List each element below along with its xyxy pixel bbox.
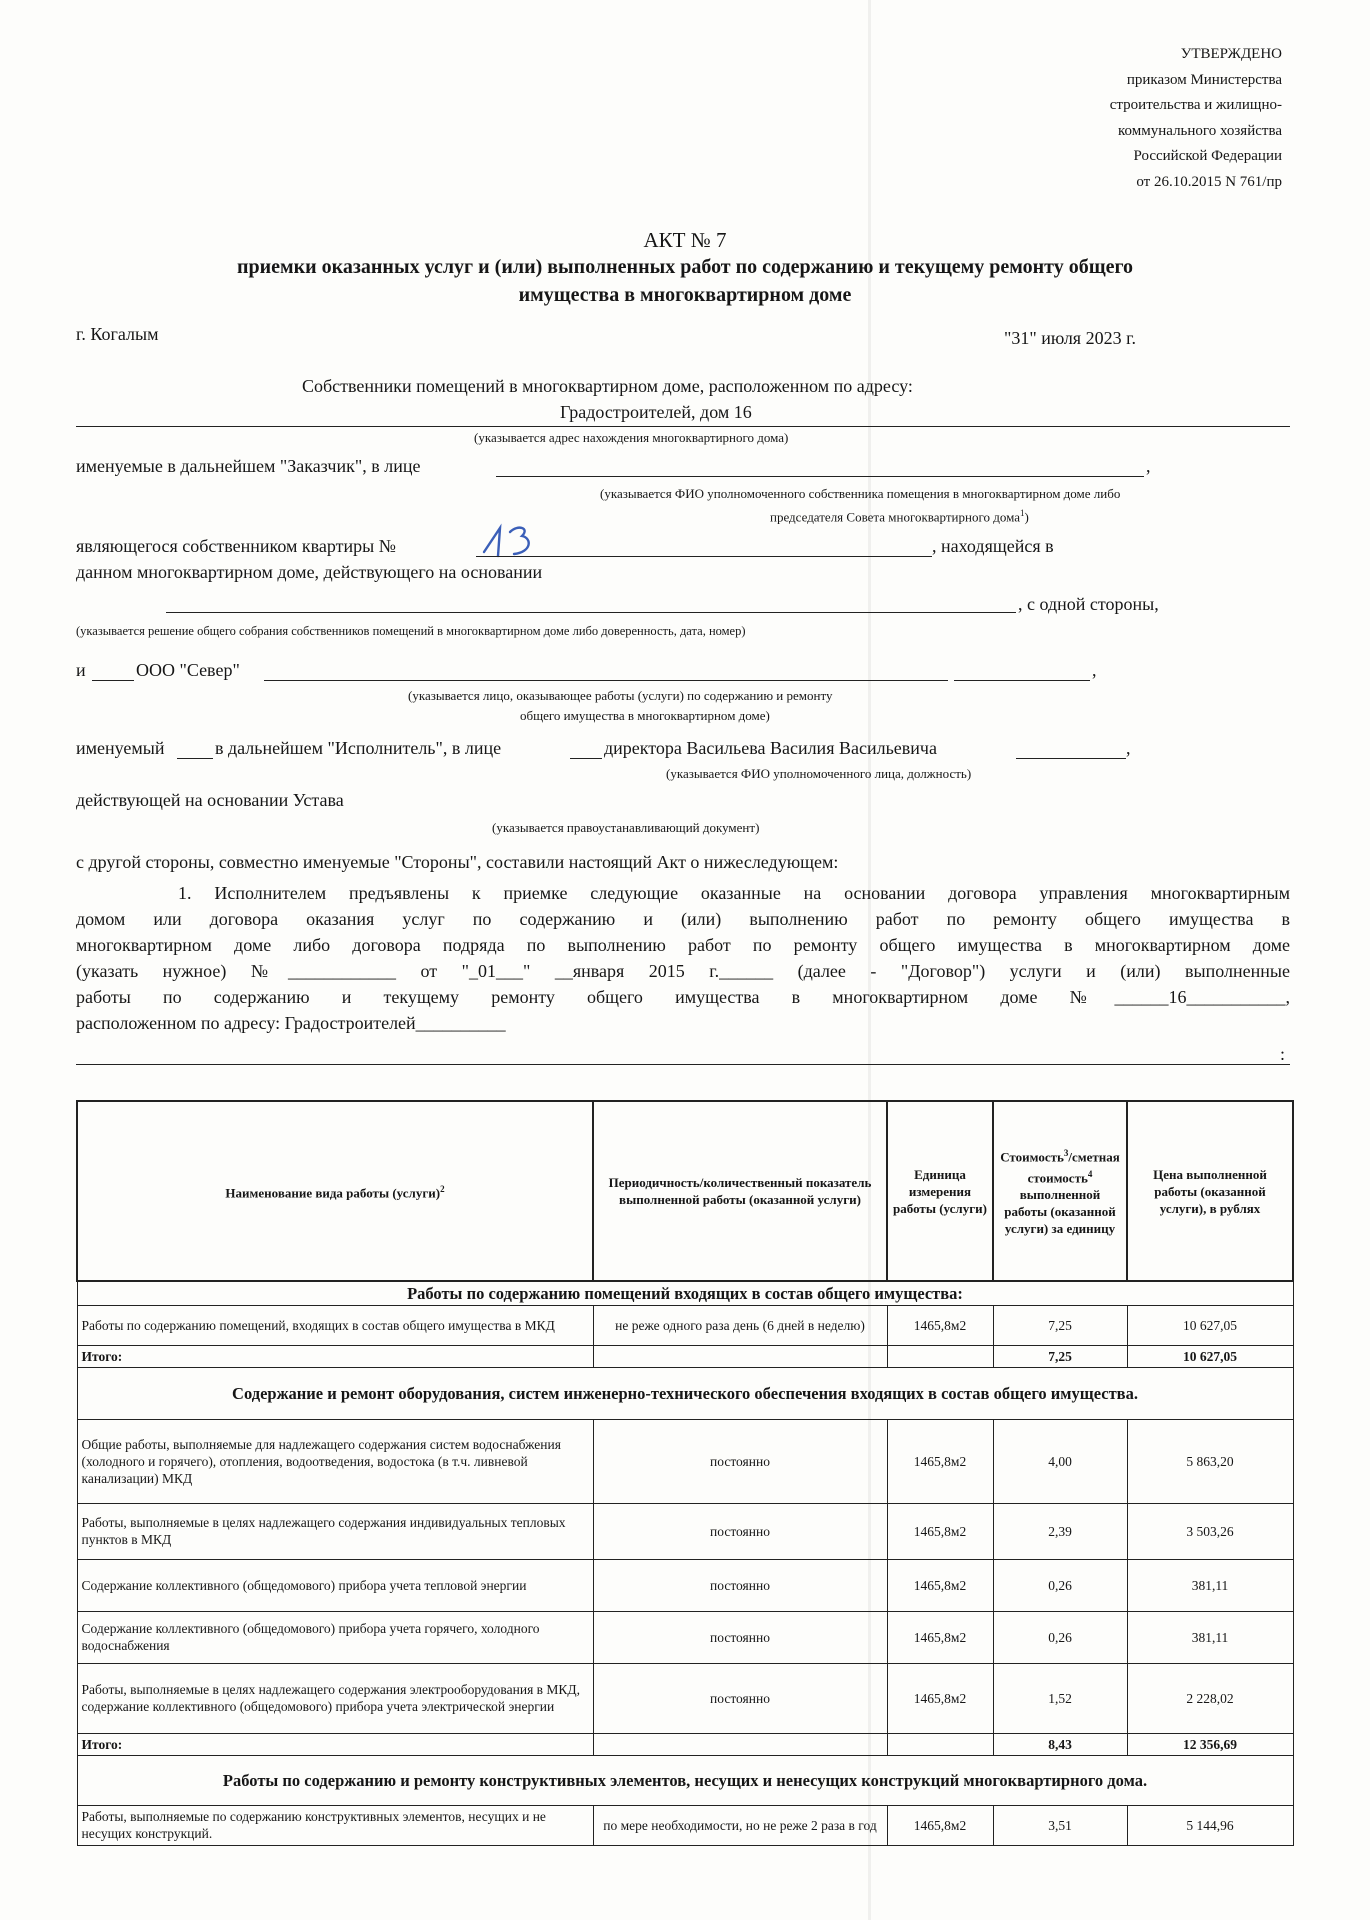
row-name: Работы по содержанию помещений, входящих в состав общего имущества в МКД — [77, 1305, 593, 1345]
row-cost: 3,51 — [993, 1805, 1127, 1845]
clause-line: 1. Исполнителем предъявлены к приемке следующие оказанные на основании договора управления многоквартирным — [178, 883, 1290, 903]
owner-apartment-suffix: , находящейся в — [932, 536, 1054, 556]
approved-line: приказом Министерства — [1126, 71, 1282, 88]
customer-hint: (указывается ФИО уполномоченного собственника помещения в многоквартирном доме либо — [600, 486, 1121, 501]
total-row — [77, 1345, 1293, 1367]
row-name: Работы, выполняемые по содержанию конструктивных элементов, несущих и не несущих конструкций. — [77, 1805, 593, 1845]
clause-1 — [76, 880, 1290, 1036]
address-underline — [76, 426, 1290, 427]
clause-line: многоквартирном доме либо договора подряда по выполнению работ по ремонту общего имущества в многоквартирном доме — [76, 935, 1290, 955]
contractor-underline — [954, 680, 1090, 681]
section-row — [77, 1755, 1293, 1805]
clause-line: домом или договора оказания услуг по содержанию и (или) выполнению работ по ремонту общего имущества в — [76, 909, 1290, 929]
total-price: 12 356,69 — [1127, 1733, 1293, 1755]
works-table — [76, 1100, 1294, 1846]
comma: , — [1126, 738, 1131, 758]
row-period: постоянно — [593, 1663, 887, 1733]
executor-underline — [177, 758, 213, 759]
total-row — [77, 1733, 1293, 1755]
section-title: Работы по содержанию и ремонту конструктивных элементов, несущих и ненесущих конструкций многоквартирного дома. — [77, 1755, 1293, 1805]
row-name: Содержание коллективного (общедомового) прибора учета горячего, холодного водоснабжения — [77, 1611, 593, 1663]
acting-hint: (указывается правоустанавливающий документ) — [492, 820, 760, 835]
row-unit: 1465,8м2 — [887, 1663, 993, 1733]
row-cost: 4,00 — [993, 1419, 1127, 1503]
table-row — [77, 1611, 1293, 1663]
table-header-row — [77, 1101, 1293, 1281]
table-row — [77, 1419, 1293, 1503]
header-periodicity: Периодичность/количественный показатель выполненной работы (оказанной услуги) — [593, 1101, 887, 1281]
approved-line: УТВЕРЖДЕНО — [1180, 46, 1282, 62]
owners-text: Собственники помещений в многоквартирном доме, расположенном по адресу: — [302, 376, 913, 396]
approved-line: Российской Федерации — [1133, 148, 1282, 164]
table-row — [77, 1663, 1293, 1733]
row-cost: 7,25 — [993, 1305, 1127, 1345]
row-unit: 1465,8м2 — [887, 1503, 993, 1559]
row-price: 10 627,05 — [1127, 1305, 1293, 1345]
contractor-underline — [264, 680, 948, 681]
row-cost: 1,52 — [993, 1663, 1127, 1733]
row-price: 3 503,26 — [1127, 1503, 1293, 1559]
customer-underline — [496, 476, 1144, 477]
total-cost: 8,43 — [993, 1733, 1127, 1755]
row-name: Работы, выполняемые в целях надлежащего содержания индивидуальных тепловых пунктов в МКД — [77, 1503, 593, 1559]
contractor-hint: общего имущества в многоквартирном доме) — [520, 708, 770, 723]
clause-line: работы по содержанию и текущему ремонту общего имущества в многоквартирном доме №______16___________, — [76, 987, 1290, 1007]
row-price: 381,11 — [1127, 1611, 1293, 1663]
approved-line: от 26.10.2015 N 761/пр — [1136, 173, 1282, 190]
act-title: АКТ № 7 — [643, 228, 727, 252]
row-period: не реже одного раза день (6 дней в неделю) — [593, 1305, 887, 1345]
row-cost: 0,26 — [993, 1611, 1127, 1663]
row-price: 381,11 — [1127, 1559, 1293, 1611]
table-row — [77, 1305, 1293, 1345]
header-cost: Стоимость$^3$/сметная стоимость$^4$ выполненной работы (оказанной услуги) за единицу — [993, 1101, 1127, 1281]
row-price: 2 228,02 — [1127, 1663, 1293, 1733]
executor-underline — [1016, 758, 1126, 759]
section-row — [77, 1281, 1293, 1305]
clause-line: расположенном по адресу: Градостроителей__________ — [76, 1013, 506, 1033]
total-label: Итого: — [77, 1345, 593, 1367]
row-unit: 1465,8м2 — [887, 1559, 993, 1611]
approval-stamp — [1110, 42, 1282, 195]
customer-hint: председателя Совета многоквартирного дома$^1$) — [770, 508, 1029, 525]
owner-apartment-prefix: являющегося собственником квартиры № — [76, 536, 396, 556]
address-value: Градостроителей, дом 16 — [560, 402, 752, 422]
act-subtitle: приемки оказанных услуг и (или) выполненных работ по содержанию и текущему ремонту общего — [236, 256, 1134, 278]
clause-line: (указать нужное) №____________ от "_01___" __января 2015 г.______ (далее - "Договор") услуги и (или) выполненные — [76, 961, 1290, 981]
section-title: Содержание и ремонт оборудования, систем инженерно-технического обеспечения входящих в состав общего имущества. — [77, 1367, 1293, 1419]
contractor-name: ООО "Север" — [136, 660, 240, 680]
executor-person: директора Васильева Василия Васильевича — [604, 738, 937, 758]
row-period: постоянно — [593, 1559, 887, 1611]
table-row — [77, 1503, 1293, 1559]
section-title: Работы по содержанию помещений входящих в состав общего имущества: — [77, 1281, 1293, 1305]
row-name: Содержание коллективного (общедомового) прибора учета тепловой энергии — [77, 1559, 593, 1611]
one-side: , с одной стороны, — [1018, 594, 1159, 614]
row-unit: 1465,8м2 — [887, 1611, 993, 1663]
basis-hint: (указывается решение общего собрания собственников помещений в многоквартирном доме либо доверенность, дата, номер) — [76, 624, 746, 638]
executor-line: в дальнейшем "Исполнитель", в лице — [215, 738, 502, 758]
address-hint: (указывается адрес нахождения многоквартирного дома) — [474, 430, 789, 445]
header-unit: Единица измерения работы (услуги) — [887, 1101, 993, 1281]
row-cost: 0,26 — [993, 1559, 1127, 1611]
contractor-pre-underline — [92, 680, 134, 681]
comma: , — [1092, 660, 1097, 680]
total-price: 10 627,05 — [1127, 1345, 1293, 1367]
executor-line: именуемый — [76, 738, 165, 758]
row-period: постоянно — [593, 1503, 887, 1559]
contractor-hint: (указывается лицо, оказывающее работы (услуги) по содержанию и ремонту — [408, 688, 833, 703]
other-side: с другой стороны, совместно именуемые "Стороны", составили настоящий Акт о нижеследующем: — [76, 852, 839, 872]
basis-line: данном многоквартирном доме, действующего на основании — [76, 562, 543, 582]
header-price: Цена выполненной работы (оказанной услуги), в рублях — [1127, 1101, 1293, 1281]
approved-line: строительства и жилищно- — [1109, 97, 1282, 113]
act-subtitle: имущества в многоквартирном доме — [518, 284, 852, 306]
row-name: Работы, выполняемые в целях надлежащего содержания электрооборудования в МКД, содержание коллективного (общедомового) прибора учета электрической энергии — [77, 1663, 593, 1733]
row-unit: 1465,8м2 — [887, 1419, 993, 1503]
clause-underline — [76, 1064, 1290, 1065]
row-unit: 1465,8м2 — [887, 1305, 993, 1345]
act-city: г. Когалым — [76, 324, 159, 344]
row-price: 5 144,96 — [1127, 1805, 1293, 1845]
customer-prefix: именуемые в дальнейшем "Заказчик", в лице — [76, 456, 421, 476]
table-row — [77, 1559, 1293, 1611]
row-period: постоянно — [593, 1419, 887, 1503]
table-row — [77, 1805, 1293, 1845]
row-name: Общие работы, выполняемые для надлежащего содержания систем водоснабжения (холодного и горячего), отопления, водоотведения, водостока (в т.ч. ливневой канализации) МКД — [77, 1419, 593, 1503]
section-row — [77, 1367, 1293, 1419]
clause-colon: : — [1280, 1044, 1286, 1064]
basis-underline — [166, 612, 1016, 613]
executor-underline — [570, 758, 602, 759]
total-label: Итого: — [77, 1733, 593, 1755]
apartment-underline — [476, 556, 932, 557]
row-price: 5 863,20 — [1127, 1419, 1293, 1503]
comma: , — [1146, 456, 1151, 476]
and-label: и — [76, 660, 86, 680]
header-name: Наименование вида работы (услуги)$^2$ — [77, 1101, 593, 1281]
row-period: по мере необходимости, но не реже 2 раза в год — [593, 1805, 887, 1845]
row-unit: 1465,8м2 — [887, 1805, 993, 1845]
executor-hint: (указывается ФИО уполномоченного лица, должность) — [666, 766, 972, 781]
row-period: постоянно — [593, 1611, 887, 1663]
row-cost: 2,39 — [993, 1503, 1127, 1559]
approved-line: коммунального хозяйства — [1118, 122, 1282, 139]
acting-basis: действующей на основании Устава — [76, 790, 344, 810]
total-cost: 7,25 — [993, 1345, 1127, 1367]
act-date: "31" июля 2023 г. — [1004, 328, 1136, 348]
